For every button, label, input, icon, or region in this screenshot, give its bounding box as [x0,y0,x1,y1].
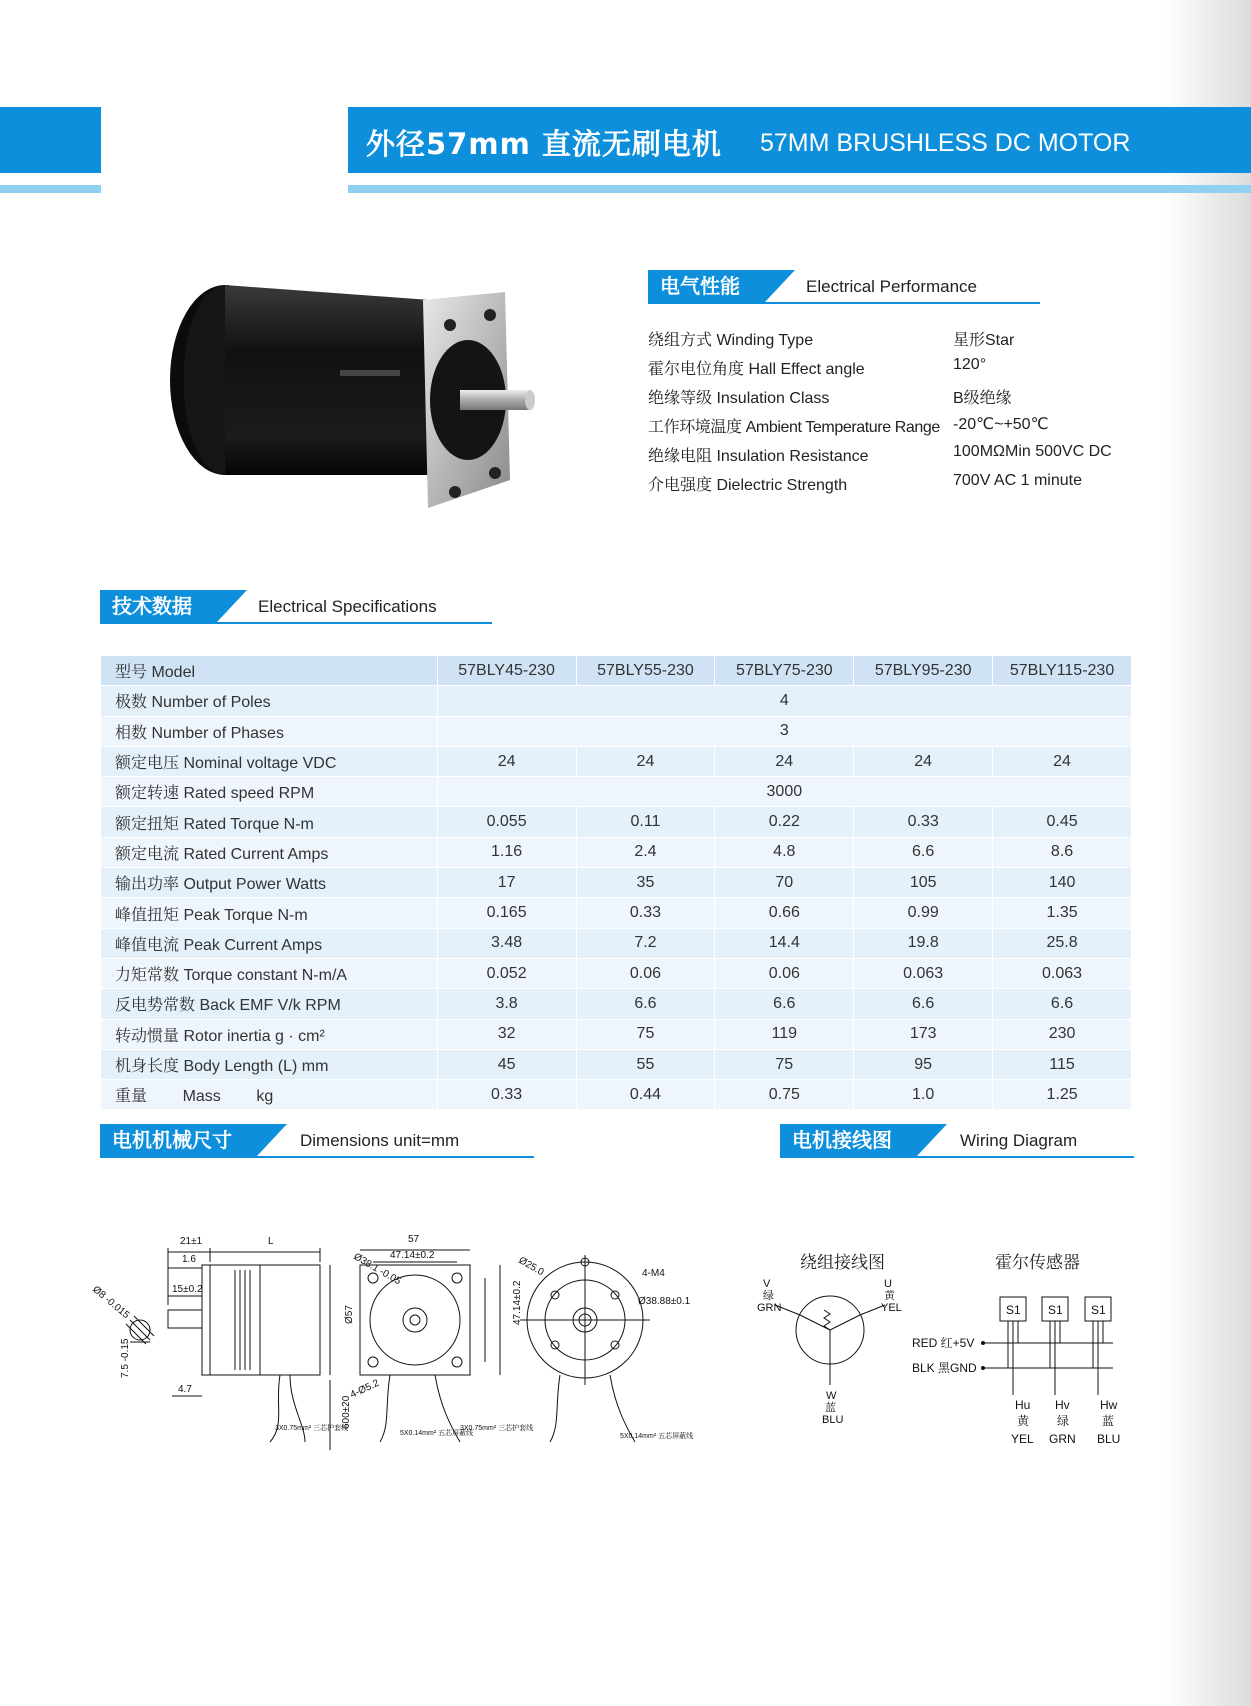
hall-output-name: Hw [1100,1398,1118,1412]
model-name: 57BLY75-230 [715,656,854,686]
electrical-performance-header [648,270,1040,304]
header-accent-left [0,107,101,173]
hall-output-en: GRN [1049,1432,1076,1446]
cell-value: 105 [854,868,993,898]
table-row [101,1080,1132,1110]
model-name: 57BLY95-230 [854,656,993,686]
row-label: 重量 Mass kg [101,1080,438,1110]
cell-value: 3 [437,716,1131,746]
specifications-table [100,655,1132,1110]
hall-sensor-label: S1 [1006,1303,1021,1317]
row-label: 极数 Number of Poles [101,686,438,716]
ep-label-hall: 霍尔电位角度 Hall Effect angle [648,361,865,378]
cell-value: 140 [993,868,1132,898]
electrical-performance-title: Electrical Performance [806,277,978,296]
table-row [101,777,1132,807]
cell-value: 75 [715,1049,854,1079]
cell-value: 1.35 [993,898,1132,928]
cell-value: 25.8 [993,928,1132,958]
red-power-label: RED 红+5V [912,1336,975,1350]
dim-label: 3X0.75mm² 三芯护套线 [460,1425,534,1432]
dim-label: Ø8 -0.015 [90,1284,132,1322]
ep-value-hall: 120° [953,356,987,373]
header-model-label: 型号 Model [101,656,438,686]
cell-value: 6.6 [854,837,993,867]
cell-value: 6.6 [715,989,854,1019]
cell-value: 0.99 [854,898,993,928]
cell-value: 0.22 [715,807,854,837]
cell-value: 0.45 [993,807,1132,837]
blk-ground-label: BLK 黑GND [912,1361,977,1375]
model-name: 57BLY45-230 [437,656,576,686]
cell-value: 2.4 [576,837,715,867]
dim-label: 5X0.14mm² 五芯屏蔽线 [620,1433,694,1440]
ep-label-dielectric: 介电强度 Dielectric Strength [648,477,848,494]
cell-value: 0.75 [715,1080,854,1110]
cell-value: 17 [437,868,576,898]
hall-output-cn: 蓝 [1102,1414,1115,1428]
cell-value: 35 [576,868,715,898]
cell-value: 0.33 [437,1080,576,1110]
cell-value: 0.33 [854,807,993,837]
dim-label: Ø38.88±0.1 [638,1296,691,1307]
cell-value: 24 [576,746,715,776]
table-header-row [101,656,1132,686]
row-label: 反电势常数 Back EMF V/k RPM [101,989,438,1019]
cell-value: 8.6 [993,837,1132,867]
dim-label: 15±0.2 [172,1284,203,1295]
winding-v-en: GRN [757,1302,782,1314]
hall-output-cn: 黄 [1017,1414,1030,1428]
page-title-cn: 外径57mm 直流无刷电机 [366,127,722,161]
row-label: 输出功率 Output Power Watts [101,868,438,898]
winding-v-cn: 绿 [763,1290,774,1302]
winding-w-cn: 蓝 [825,1402,836,1414]
model-name: 57BLY115-230 [993,656,1132,686]
wiring-diagram [755,1275,1125,1460]
dim-label: 47.14±0.2 [512,1280,523,1325]
row-label: 相数 Number of Phases [101,716,438,746]
motor-photo [160,270,550,520]
cell-value: 1.25 [993,1080,1132,1110]
row-label: 峰值扭矩 Peak Torque N-m [101,898,438,928]
dim-label: Ø57 [344,1305,355,1324]
row-label: 额定电压 Nominal voltage VDC [101,746,438,776]
dim-label: 3X0.75mm² 三芯护套线 [275,1425,349,1432]
cell-value: 0.063 [993,958,1132,988]
hall-sensor-label: S1 [1091,1303,1106,1317]
hall-sensor-label: S1 [1048,1303,1063,1317]
ep-value-resistance: 100MΩMin 500VC DC [953,443,1112,460]
dim-label: 4-M4 [642,1268,665,1279]
specifications-title: Electrical Specifications [258,597,437,616]
cell-value: 1.0 [854,1080,993,1110]
header-bar-thin [348,185,1251,193]
cell-value: 24 [993,746,1132,776]
ep-value-dielectric: 700V AC 1 minute [953,472,1082,489]
cell-value: 0.063 [854,958,993,988]
dim-label: L [268,1236,274,1247]
table-row [101,807,1132,837]
dimensions-tab: 电机机械尺寸 [100,1124,257,1156]
page-title-en: 57MM BRUSHLESS DC MOTOR [760,129,1131,157]
row-label: 力矩常数 Torque constant N-m/A [101,958,438,988]
cell-value: 0.06 [576,958,715,988]
winding-v-label: V [763,1278,771,1290]
cell-value: 4 [437,686,1131,716]
page-edge-shadow [1165,0,1251,1706]
winding-u-label: U [884,1278,892,1290]
cell-value: 3.8 [437,989,576,1019]
cell-value: 55 [576,1049,715,1079]
hall-output-cn: 绿 [1057,1414,1070,1428]
model-name: 57BLY55-230 [576,656,715,686]
ep-label-winding: 绕组方式 Winding Type [648,332,814,349]
cell-value: 0.33 [576,898,715,928]
cell-value: 1.16 [437,837,576,867]
cell-value: 3000 [437,777,1131,807]
winding-w-label: W [826,1390,837,1402]
cell-value: 24 [437,746,576,776]
cell-value: 0.165 [437,898,576,928]
dim-label: 1.6 [182,1254,196,1265]
cell-value: 4.8 [715,837,854,867]
dimensions-header [100,1124,534,1158]
hall-sensor-title: 霍尔传感器 [995,1253,1080,1273]
ep-value-winding: 星形Star [953,332,1015,349]
table-row [101,837,1132,867]
winding-u-cn: 黄 [884,1290,895,1302]
cell-value: 173 [854,1019,993,1049]
cell-value: 0.44 [576,1080,715,1110]
cell-value: 70 [715,868,854,898]
cell-value: 0.06 [715,958,854,988]
cell-value: 6.6 [854,989,993,1019]
cell-value: 45 [437,1049,576,1079]
wiring-header [780,1124,1134,1158]
cell-value: 7.2 [576,928,715,958]
ep-label-temperature: 工作环境温度 Ambient Temperature Range [648,419,940,436]
winding-w-en: BLU [822,1414,844,1426]
cell-value: 230 [993,1019,1132,1049]
dimensions-title: Dimensions unit=mm [300,1131,460,1150]
table-row [101,1019,1132,1049]
cell-value: 6.6 [576,989,715,1019]
cell-value: 0.11 [576,807,715,837]
table-row [101,958,1132,988]
hall-output-en: BLU [1097,1432,1121,1446]
cell-value: 3.48 [437,928,576,958]
row-label: 额定电流 Rated Current Amps [101,837,438,867]
hall-output-en: YEL [1011,1432,1034,1446]
ep-label-insulation: 绝缘等级 Insulation Class [648,390,830,407]
row-label: 额定扭矩 Rated Torque N-m [101,807,438,837]
dim-label: 4-Ø5.2 [348,1377,381,1401]
dim-label: 7.5 -0.15 [120,1338,131,1378]
cell-value: 75 [576,1019,715,1049]
dim-label: 21±1 [180,1236,203,1247]
cell-value: 95 [854,1049,993,1079]
winding-diagram-title: 绕组接线图 [800,1253,885,1273]
wiring-title: Wiring Diagram [960,1131,1078,1150]
cell-value: 32 [437,1019,576,1049]
specifications-header [100,590,492,624]
table-row [101,716,1132,746]
table-row [101,868,1132,898]
ep-label-resistance: 绝缘电阻 Insulation Resistance [648,448,869,465]
dim-label: 57 [408,1234,420,1245]
cell-value: 119 [715,1019,854,1049]
table-row [101,989,1132,1019]
table-row [101,898,1132,928]
dim-label: 4.7 [178,1384,192,1395]
cell-value: 14.4 [715,928,854,958]
cell-value: 0.055 [437,807,576,837]
hall-output-name: Hu [1015,1398,1031,1412]
dim-label: Ø38.1 -0.05 [351,1251,403,1288]
cell-value: 0.052 [437,958,576,988]
cell-value: 19.8 [854,928,993,958]
cell-value: 115 [993,1049,1132,1079]
table-row [101,1049,1132,1079]
row-label: 机身长度 Body Length (L) mm [101,1049,438,1079]
wiring-tab: 电机接线图 [780,1124,917,1156]
header-accent-left-thin [0,185,101,193]
table-row [101,928,1132,958]
hall-output-name: Hv [1055,1398,1070,1412]
table-row [101,746,1132,776]
dimension-drawing [90,1220,730,1460]
cell-value: 24 [854,746,993,776]
dim-label: 5X0.14mm² 五芯屏蔽线 [400,1430,474,1437]
specifications-tab: 技术数据 [100,590,217,622]
winding-u-en: YEL [881,1302,902,1314]
ep-value-insulation: B级绝缘 [953,390,1012,407]
ep-value-temperature: -20℃~+50℃ [953,416,1049,433]
row-label: 峰值电流 Peak Current Amps [101,928,438,958]
table-row [101,686,1132,716]
row-label: 转动惯量 Rotor inertia g · cm² [101,1019,438,1049]
row-label: 额定转速 Rated speed RPM [101,777,438,807]
cell-value: 24 [715,746,854,776]
electrical-performance-tab: 电气性能 [648,270,765,302]
dim-label: Ø25.0 [516,1255,546,1279]
dim-label: 600±20 [341,1395,352,1429]
cell-value: 6.6 [993,989,1132,1019]
cell-value: 0.66 [715,898,854,928]
dim-label: 47.14±0.2 [390,1250,435,1261]
